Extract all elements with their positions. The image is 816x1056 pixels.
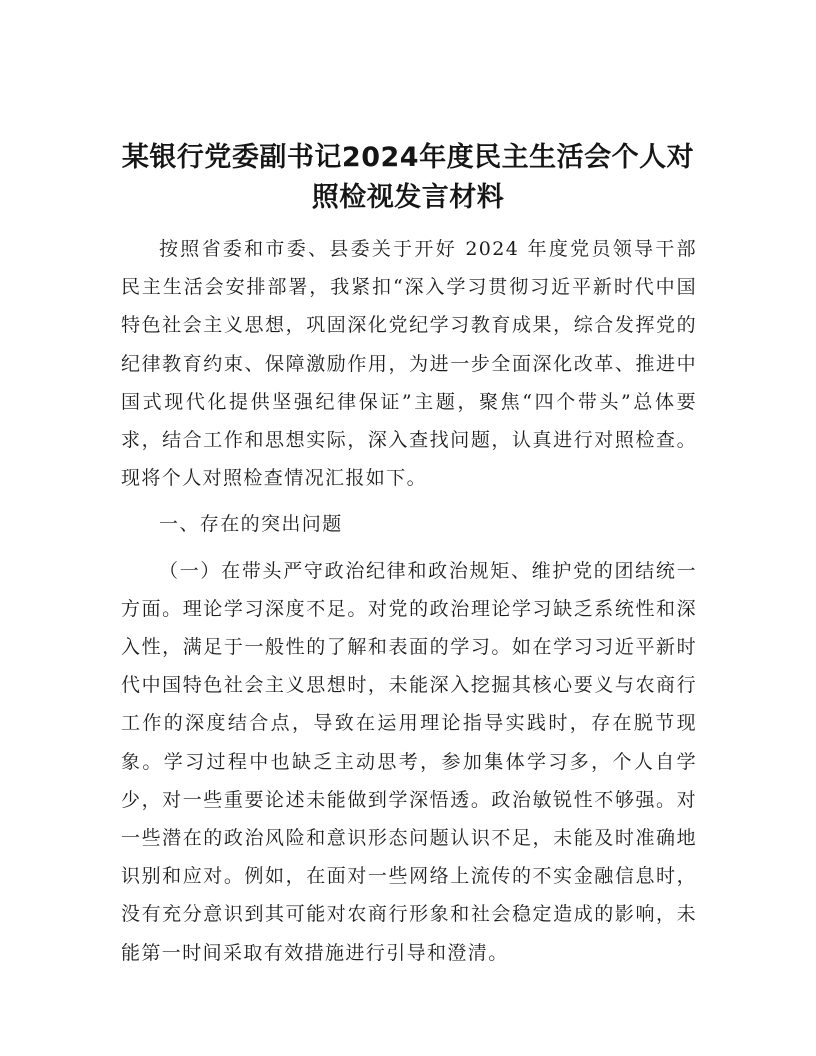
intro-paragraph: 按照省委和市委、县委关于开好 2024 年度党员领导干部民主生活会安排部署，我紧扣“深入学习贯彻习近平新时代中国特色社会主义思想，巩固深化党纪学习教育成果，综合发挥党的纪律教育约束、保障激励作用，为进一步全面深化改革、推进中国式现代化提供坚强纪律保证”主题，聚焦“四个带头”总体要求，结合工作和思想实际，深入查找问题，认真进行对照检查。现将个人对照检查情况汇报如下。 xyxy=(121,238,697,490)
title-line-2: 照检视发言材料 xyxy=(311,182,505,213)
title-line-1: 某银行党委副书记2024年度民主生活会个人对 xyxy=(121,142,695,173)
paragraph-spacer xyxy=(121,544,697,552)
document-body xyxy=(121,230,697,972)
paragraph-spacer xyxy=(121,497,697,505)
section-heading: 一、存在的突出问题 xyxy=(159,513,343,536)
document-title xyxy=(100,138,716,218)
section-paragraph: （一）在带头严守政治纪律和政治规矩、维护党的团结统一方面。理论学习深度不足。对党的政治理论学习缺乏系统性和深入性，满足于一般性的了解和表面的学习。如在学习习近平新时代中国特色社会主义思想时，未能深入挖掘其核心要义与农商行工作的深度结合点，导致在运用理论指导实践时，存在脱节现象。学习过程中也缺乏主动思考，参加集体学习多，个人自学少，对一些重要论述未能做到学深悟透。政治敏锐性不够强。对一些潜在的政治风险和意识形态问题认识不足，未能及时准确地识别和应对。例如，在面对一些网络上流传的不实金融信息时，没有充分意识到其可能对农商行形象和社会稳定造成的影响，未能第一时间采取有效措施进行引导和澄清。 xyxy=(121,559,697,964)
